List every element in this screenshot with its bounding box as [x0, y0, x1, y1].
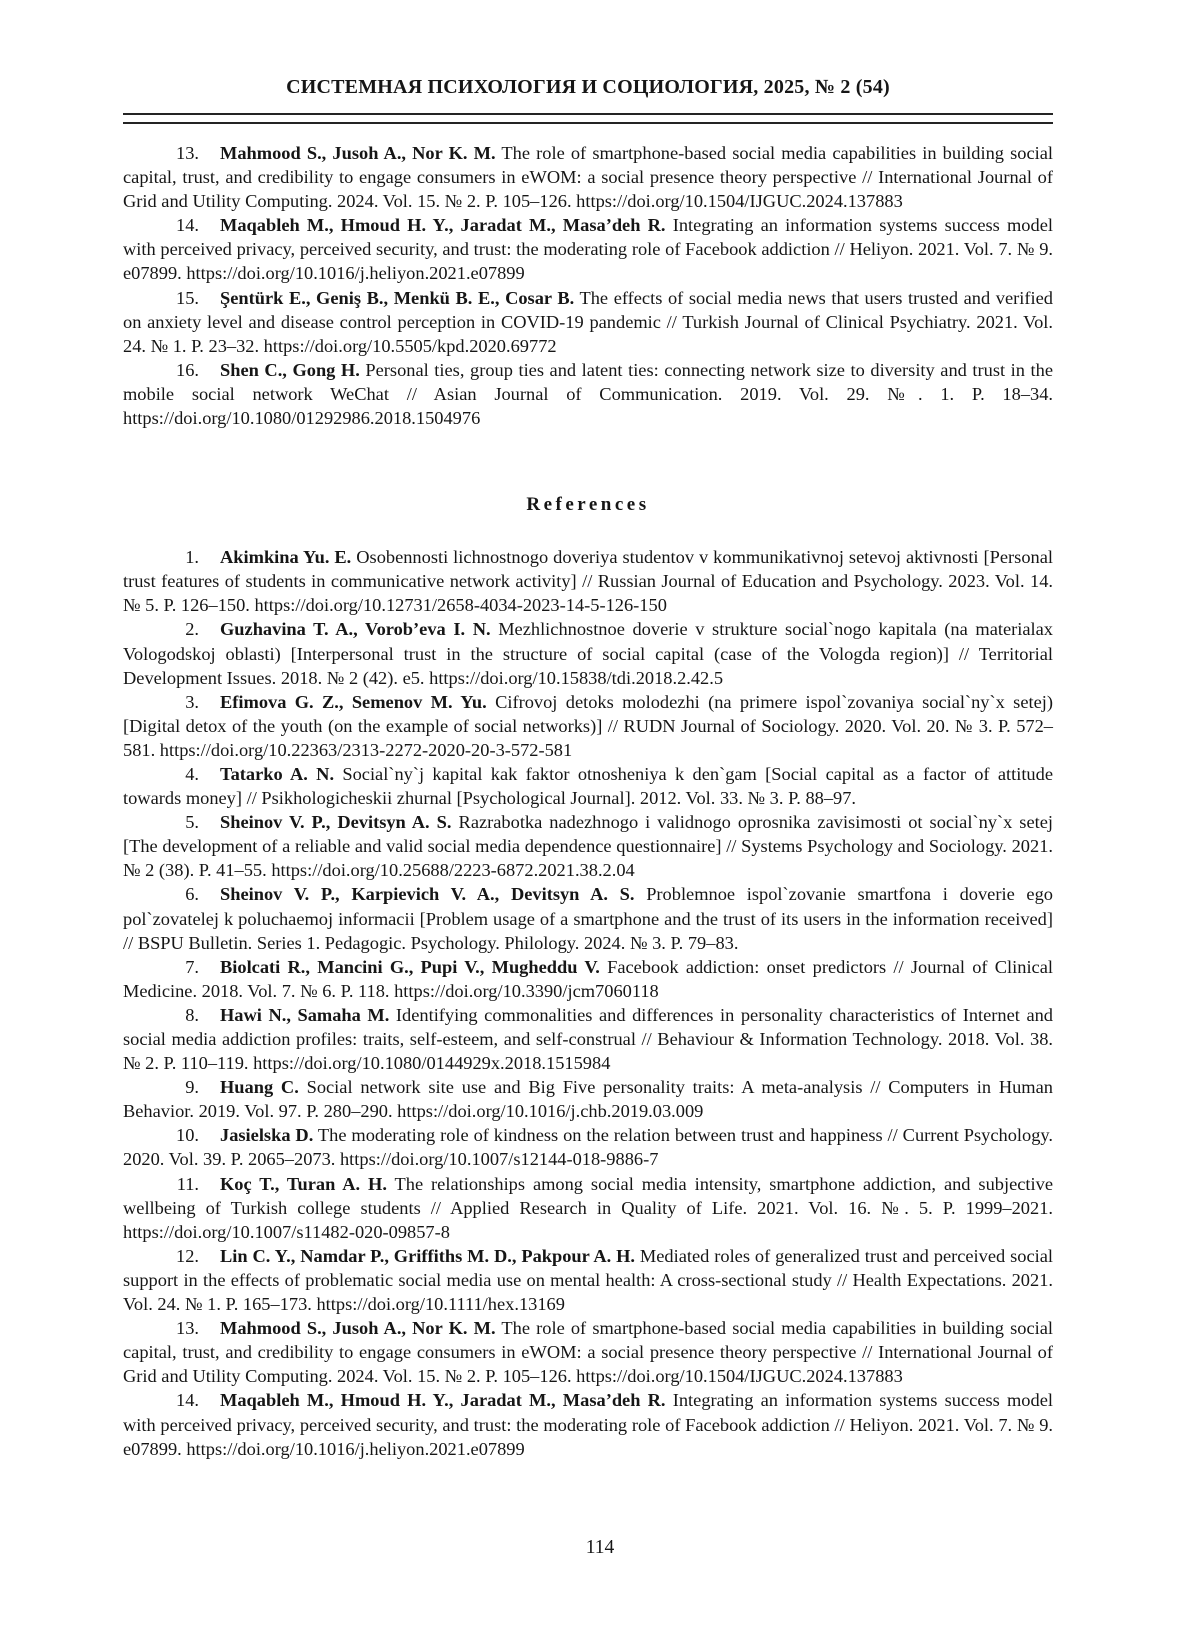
- reference-authors: Koç T., Turan A. H.: [220, 1173, 387, 1194]
- reference-item: [123, 1123, 1053, 1171]
- reference-authors: Tatarko A. N.: [220, 763, 335, 784]
- reference-item: [123, 690, 1053, 762]
- reference-authors: Akimkina Yu. E.: [220, 547, 352, 568]
- page-number: 114: [585, 1537, 615, 1558]
- reference-authors: Maqableh M., Hmoud H. Y., Jaradat M., Masa’deh R.: [220, 215, 666, 236]
- reference-text: Facebook addiction: onset predictors // Journal of Clinical Medicine. 2018. Vol. 7. № 6. P. 118. https://doi.org/10.3390/jcm7060118: [123, 956, 1053, 1001]
- reference-authors: Şentürk E., Geniş B., Menkü B. E., Cosar B.: [220, 287, 575, 308]
- reference-item: [123, 617, 1053, 689]
- reference-authors: Hawi N., Samaha M.: [220, 1004, 390, 1025]
- reference-number: 6.: [185, 884, 199, 905]
- reference-authors: Sheinov V. P., Devitsyn A. S.: [220, 812, 452, 833]
- reference-text: The moderating role of kindness on the relation between trust and happiness // Current Psychology. 2020. Vol. 39. P. 2065–2073. https://doi.org/10.1007/s12144-018-9886-7: [123, 1125, 1054, 1170]
- reference-text: The role of smartphone-based social media capabilities in building social capital, trust, and credibility to engage consumers in eWOM: a social presence theory perspective // International Journal of Grid and Utility Computing. 2024. Vol. 15. № 2. P. 105–126. https://doi.org/10.1504/IJGUC.2024.137883: [123, 1318, 1054, 1387]
- reference-number: 8.: [185, 1004, 199, 1025]
- reference-text: Social network site use and Big Five personality traits: A meta-analysis // Computers in Human Behavior. 2019. Vol. 97. P. 280–290. https://doi.org/10.1016/j.chb.2019.03.009: [123, 1077, 1053, 1122]
- reference-number: 10.: [176, 1125, 199, 1146]
- journal-header: СИСТЕМНАЯ ПСИХОЛОГИЯ И СОЦИОЛОГИЯ, 2025, № 2 (54): [286, 76, 890, 98]
- reference-text: Integrating an information systems success model with perceived privacy, perceived security, and trust: the moderating role of Facebook addiction // Heliyon. 2021. Vol. 7. № 9. e07899. https://doi.org/10.1016/j.heliyon.2021.e07899: [123, 215, 1053, 284]
- reference-number: 15.: [176, 287, 199, 308]
- reference-text: The relationships among social media intensity, smartphone addiction, and subjective wellbeing of Turkish college students // Applied Research in Quality of Life. 2021. Vol. 16. №. 5. P. 1999–2021. https://doi.org/10.1007/s11482-020-09857-8: [123, 1173, 1053, 1242]
- reference-item: [123, 1172, 1053, 1244]
- reference-authors: Lin C. Y., Namdar P., Griffiths M. D., Pakpour A. H.: [220, 1245, 636, 1266]
- reference-text: Personal ties, group ties and latent ties: connecting network size to diversity and trust in the mobile social network WeChat // Asian Journal of Communication. 2019. Vol. 29. №. 1. P. 18–34. https://doi.org/10.1080/01292986.2018.1504976: [123, 359, 1053, 429]
- reference-number: 4.: [185, 763, 199, 784]
- reference-number: 9.: [185, 1077, 199, 1098]
- reference-number: 13.: [176, 1318, 199, 1339]
- literature-list-tail: [123, 141, 1053, 430]
- reference-item: [123, 955, 1053, 1003]
- reference-text: Cifrovoj detoks molodezhi (na primere ispol`zovaniya social`ny`x setej) [Digital detox of the youth (on the example of social networks)] // RUDN Journal of Sociology. 2020. Vol. 20. № 3. P. 572–581. https://doi.org/10.22363/2313-2272-2020-20-3-572-581: [123, 691, 1053, 760]
- reference-item: [123, 882, 1053, 954]
- reference-item: [123, 762, 1053, 810]
- reference-item: [123, 810, 1053, 882]
- reference-number: 3.: [185, 691, 199, 712]
- references-heading: References: [526, 494, 650, 516]
- page-content: [123, 0, 1053, 1461]
- reference-number: 1.: [185, 547, 199, 568]
- reference-text: Problemnoe ispol`zovanie smartfona i doverie ego pol`zovatelej k poluchaemoj informacii [Problem usage of a smartphone and the trust of its users in the information received] // BSPU Bulletin. Series 1. Pedagogic. Psychology. Philology. 2024. № 3. P. 79–83.: [123, 884, 1053, 953]
- reference-number: 12.: [176, 1245, 199, 1266]
- reference-text: Identifying commonalities and differences in personality characteristics of Internet and social media addiction profiles: traits, self-esteem, and self-construal // Behaviour & Information Technology. 2018. Vol. 38. № 2. P. 110–119. https://doi.org/10.1080/0144929x.2018.1515984: [123, 1004, 1053, 1074]
- reference-authors: Guzhavina T. A., Vorob’eva I. N.: [220, 619, 491, 640]
- reference-text: Integrating an information systems success model with perceived privacy, perceived security, and trust: the moderating role of Facebook addiction // Heliyon. 2021. Vol. 7. № 9. e07899. https://doi.org/10.1016/j.heliyon.2021.e07899: [123, 1390, 1053, 1459]
- reference-number: 13.: [176, 143, 199, 163]
- reference-text: Social`ny`j kapital kak faktor otnosheniya k den`gam [Social capital as a factor of attitude towards money] // Psikhologicheskii zhurnal [Psychological Journal]. 2012. Vol. 33. № 3. P. 88–97.: [123, 763, 1053, 809]
- reference-item: [123, 213, 1053, 285]
- reference-item: [123, 1075, 1053, 1123]
- reference-item: [123, 545, 1053, 617]
- reference-number: 11.: [176, 1173, 199, 1194]
- reference-text: Mezhlichnostnoe doverie v strukture social`nogo kapitala (na materialax Vologodskoj oblasti) [Interpersonal trust in the structure of social capital (case of the Vologda region)] // Territorial Development Issues. 2018. № 2 (42). e5. https://doi.org/10.15838/tdi.2018.2.42.5: [123, 619, 1053, 688]
- reference-text: Mediated roles of generalized trust and perceived social support in the effects of problematic social media use on mental health: A cross-sectional study // Health Expectations. 2021. Vol. 24. № 1. P. 165–173. https://doi.org/10.1111/hex.13169: [123, 1245, 1053, 1315]
- header-rule: [123, 113, 1053, 124]
- reference-authors: Jasielska D.: [220, 1125, 314, 1146]
- reference-item: [123, 1244, 1053, 1316]
- reference-authors: Mahmood S., Jusoh A., Nor K. M.: [220, 143, 496, 163]
- reference-authors: Efimova G. Z., Semenov M. Yu.: [220, 691, 487, 712]
- reference-text: The role of smartphone-based social media capabilities in building social capital, trust, and credibility to engage consumers in eWOM: a social presence theory perspective // International Journal of Grid and Utility Computing. 2024. Vol. 15. № 2. P. 105–126. https://doi.org/10.1504/IJGUC.2024.137883: [123, 143, 1054, 212]
- reference-text: Razrabotka nadezhnogo i validnogo oprosnika zavisimosti ot social`ny`x setej [The development of a reliable and valid social media dependence questionnaire] // Systems Psychology and Sociology. 2021. № 2 (38). P. 41–55. https://doi.org/10.25688/2223-6872.2021.38.2.04: [123, 812, 1053, 881]
- reference-item: [123, 358, 1053, 430]
- reference-number: 14.: [176, 215, 199, 236]
- reference-number: 2.: [185, 619, 199, 640]
- reference-authors: Maqableh M., Hmoud H. Y., Jaradat M., Masa’deh R.: [220, 1390, 666, 1411]
- reference-item: [123, 1316, 1053, 1388]
- reference-item: [123, 141, 1053, 213]
- reference-item: [123, 1003, 1053, 1075]
- reference-number: 14.: [176, 1390, 199, 1411]
- reference-number: 7.: [185, 956, 199, 977]
- reference-text: Osobennosti lichnostnogo doveriya studentov v kommunikativnoj setevoj aktivnosti [Personal trust features of students in communicative network activity] // Russian Journal of Education and Psychology. 2023. Vol. 14. № 5. P. 126–150. https://doi.org/10.12731/2658-4034-2023-14-5-126-150: [123, 547, 1053, 616]
- reference-authors: Shen C., Gong H.: [220, 359, 360, 380]
- reference-text: The effects of social media news that users trusted and verified on anxiety level and disease control perception in COVID-19 pandemic // Turkish Journal of Clinical Psychiatry. 2021. Vol. 24. № 1. P. 23–32. https://doi.org/10.5505/kpd.2020.69772: [123, 287, 1053, 356]
- reference-authors: Huang C.: [220, 1077, 299, 1098]
- reference-number: 5.: [185, 812, 199, 833]
- reference-item: [123, 1388, 1053, 1460]
- reference-item: [123, 286, 1053, 358]
- references-list: [123, 545, 1053, 1461]
- reference-authors: Mahmood S., Jusoh A., Nor K. M.: [220, 1318, 496, 1339]
- reference-authors: Sheinov V. P., Karpievich V. A., Devitsyn A. S.: [220, 884, 635, 905]
- reference-number: 16.: [176, 359, 199, 380]
- reference-authors: Biolcati R., Mancini G., Pupi V., Mugheddu V.: [220, 956, 600, 977]
